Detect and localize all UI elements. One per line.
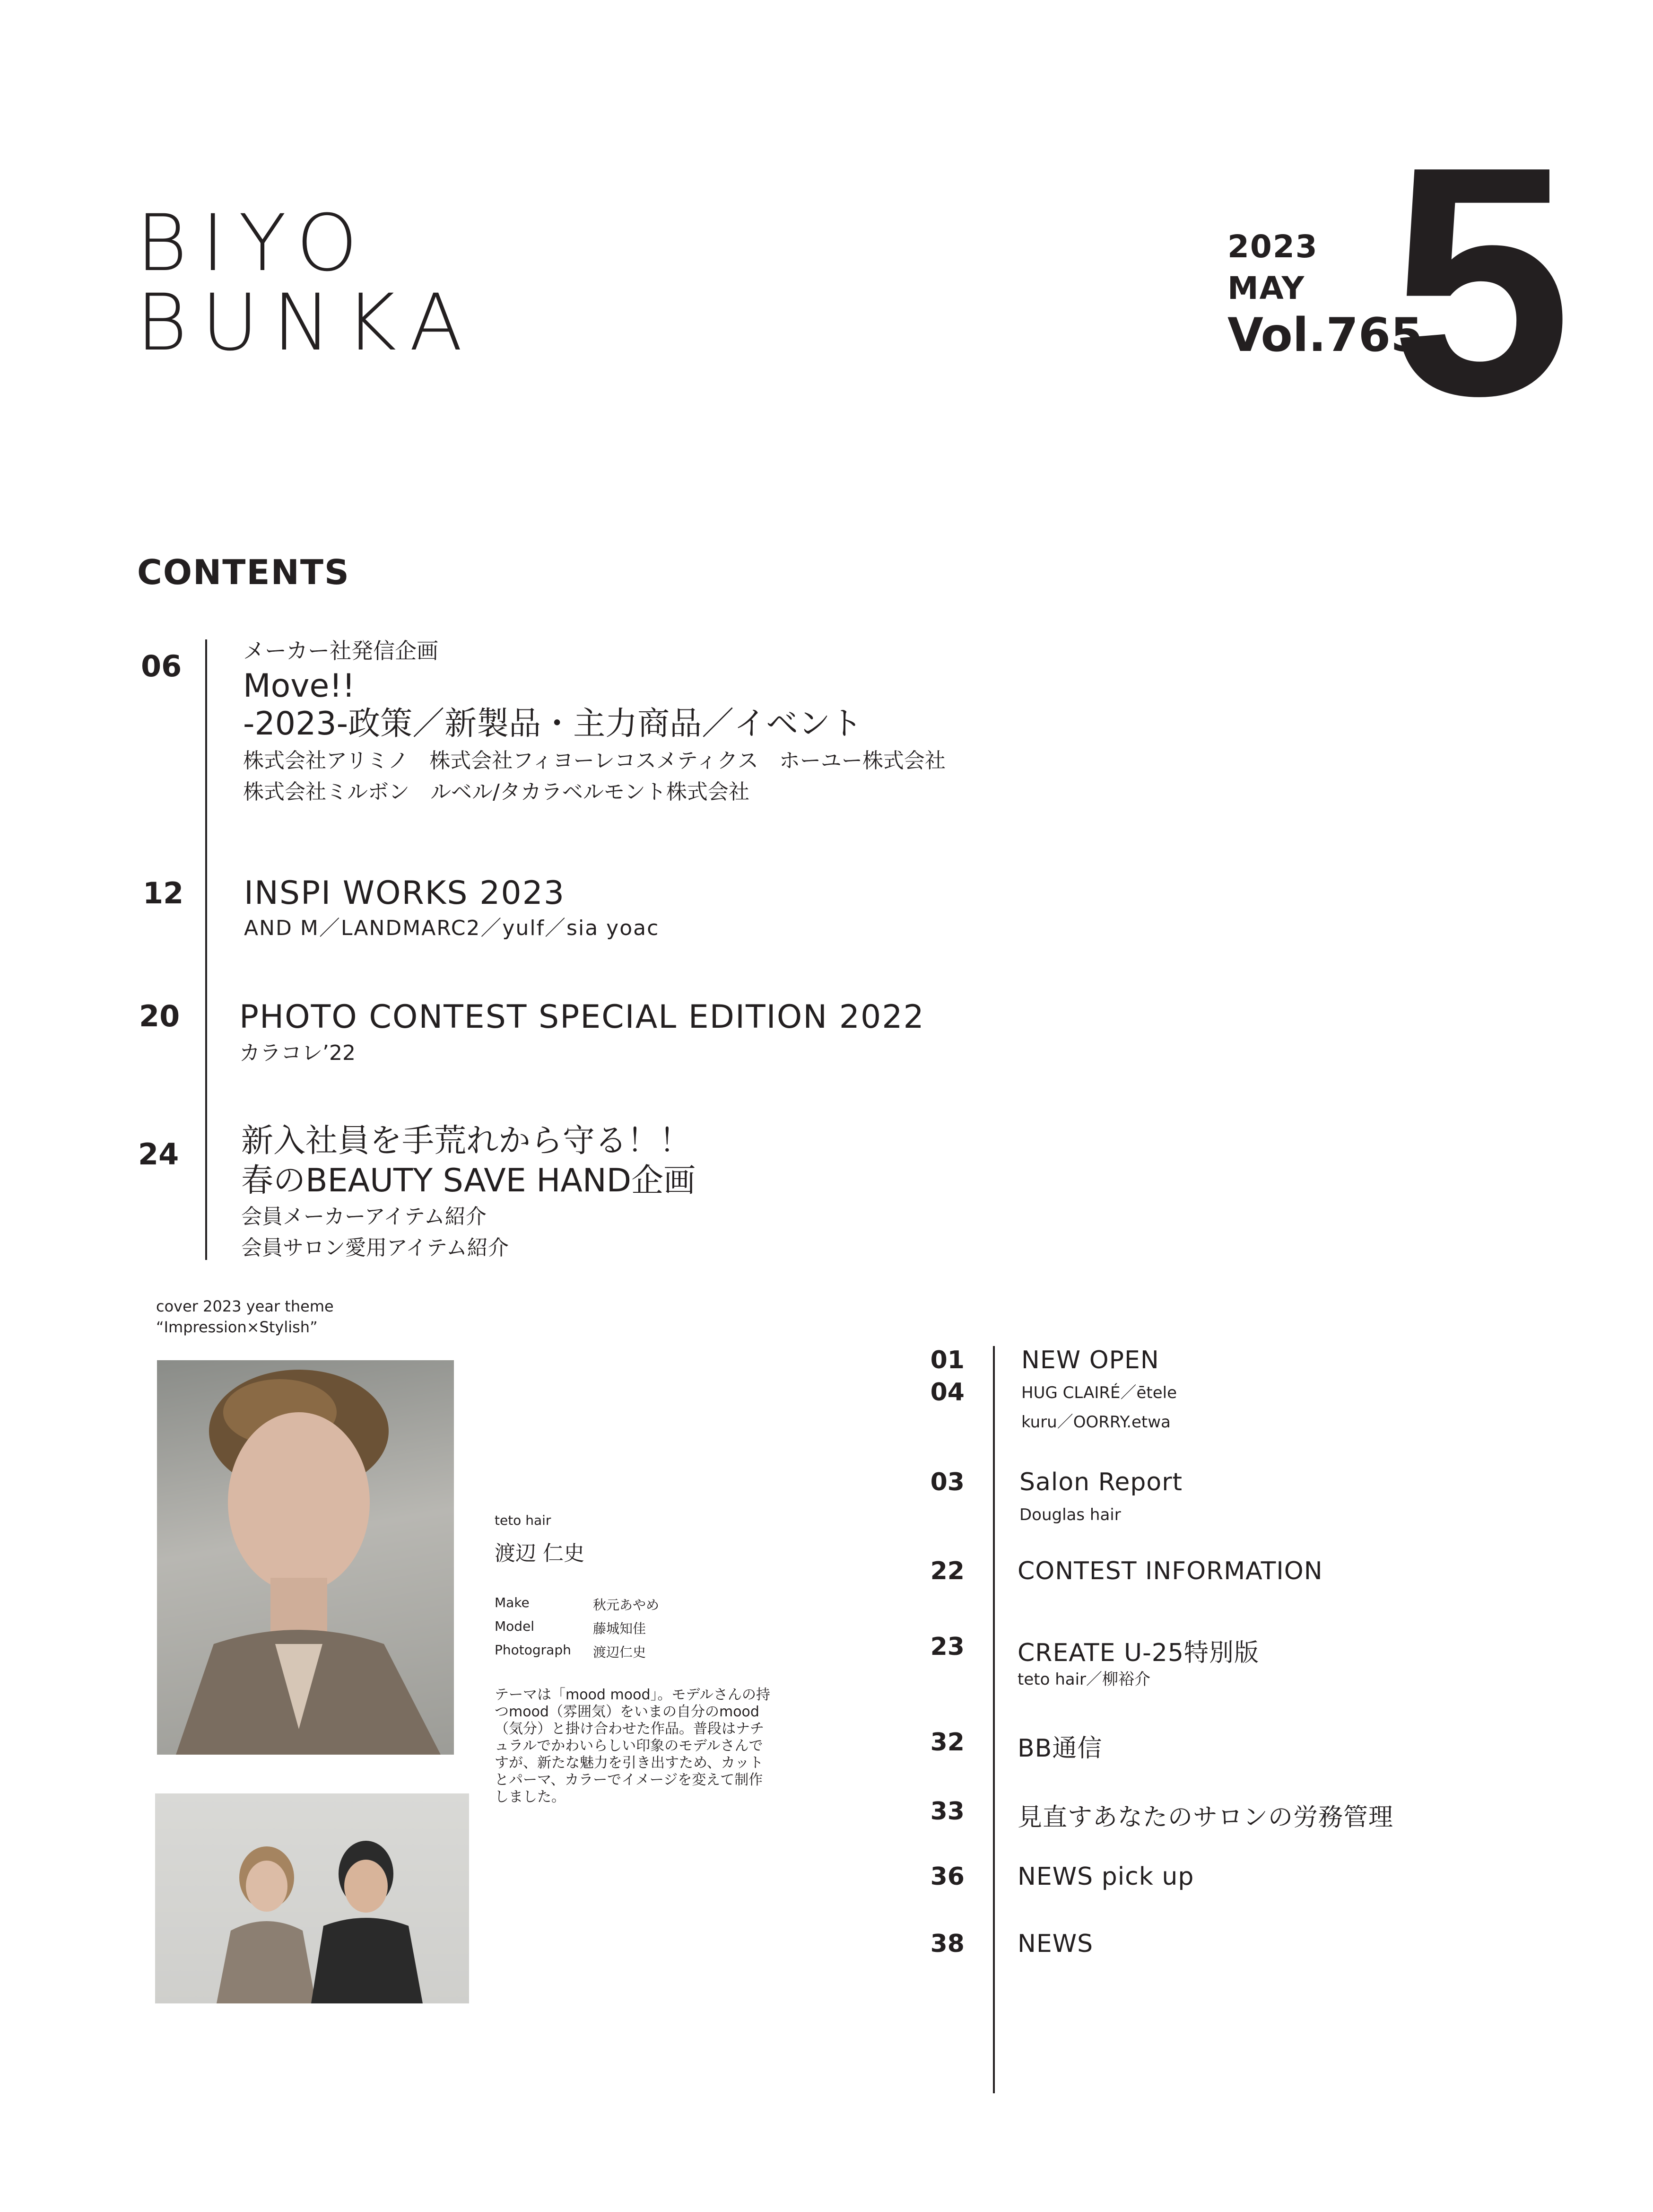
side-item-title: NEWS [1018, 1930, 1094, 1958]
side-item-page-number: 33 [930, 1797, 965, 1826]
item-title: PHOTO CONTEST SPECIAL EDITION 2022 [239, 998, 925, 1036]
cover-stylist: 渡辺 仁史 [495, 1541, 584, 1565]
side-item-page-number: 04 [930, 1378, 965, 1407]
issue-number: 5 [1390, 99, 1572, 463]
item-title: Move!! [243, 667, 355, 705]
side-item-subtitle: kuru／OORRY.etwa [1021, 1413, 1171, 1432]
item-subtitle: 会員メーカーアイテム紹介 [241, 1205, 487, 1229]
side-item-page-number: 38 [930, 1930, 965, 1958]
cover-model-illustration [157, 1360, 454, 1755]
credit-role: Make [495, 1595, 530, 1610]
cover-theme-note [156, 1296, 334, 1338]
item-page-number: 20 [139, 999, 180, 1033]
issue-volume: Vol.765 [1227, 308, 1423, 362]
cover-salon: teto hair [495, 1513, 551, 1528]
cover-note-line: cover 2023 year theme [156, 1297, 334, 1315]
item-page-number: 06 [141, 649, 182, 683]
contents-heading: CONTENTS [137, 552, 350, 592]
side-item-page-number: 03 [930, 1468, 965, 1496]
side-item-title: NEWS pick up [1018, 1862, 1194, 1891]
side-item-title: NEW OPEN [1021, 1346, 1159, 1374]
magazine-logo [136, 198, 477, 368]
issue-month: MAY [1227, 270, 1305, 306]
cover-theme-text: テーマは「mood mood」。モデルさんの持つmood（雰囲気）をいまの自分のmood（気分）と掛け合わせた作品。普段はナチュラルでかわいらしい印象のモデルさんですが、新たな魅力を引き出すため、カットとパーマ、カラーでイメージを変えて制作しました。 [495, 1687, 770, 1805]
item-subtitle: AND M／LANDMARC2／yulf／sia yoac [244, 916, 660, 940]
side-item-title: CONTEST INFORMATION [1018, 1557, 1323, 1585]
logo-line-1: BIYO [136, 198, 372, 289]
stylist-model-illustration [155, 1793, 469, 2003]
credit-name: 藤城知佳 [593, 1621, 646, 1636]
stylist-model-photo [155, 1793, 469, 2003]
side-item-subtitle: HUG CLAIRÉ／ētele [1021, 1383, 1177, 1402]
side-item-page-number: 01 [930, 1346, 965, 1374]
item-page-number: 24 [138, 1137, 179, 1172]
side-item-title: 見直すあなたのサロンの労務管理 [1018, 1803, 1394, 1832]
logo-line-2: BUNKA [136, 277, 477, 368]
item-title: INSPI WORKS 2023 [244, 874, 566, 912]
item-title: -2023-政策／新製品・主力商品／イベント [243, 705, 863, 743]
side-item-page-number: 23 [930, 1633, 965, 1661]
side-item-title: BB通信 [1018, 1734, 1103, 1763]
credit-role: Model [495, 1618, 535, 1634]
side-list-divider [993, 1346, 995, 2093]
credit-name: 秋元あやめ [593, 1597, 660, 1613]
side-item-title: CREATE U-25特別版 [1018, 1639, 1259, 1667]
side-item-subtitle: teto hair／柳裕介 [1018, 1670, 1150, 1689]
credit-name: 渡辺仁史 [593, 1644, 646, 1660]
item-subtitle: 株式会社ミルボン ルベル/タカラベルモント株式会社 [243, 780, 749, 804]
side-item-page-number: 32 [930, 1728, 965, 1757]
item-kicker: メーカー社発信企画 [243, 638, 439, 664]
credit-role: Photograph [495, 1642, 571, 1658]
item-subtitle: 株式会社アリミノ 株式会社フィヨーレコスメティクス ホーユー株式会社 [243, 749, 946, 773]
side-item-subtitle: Douglas hair [1019, 1505, 1121, 1524]
item-page-number: 12 [143, 876, 184, 910]
side-item-page-number: 22 [930, 1557, 965, 1585]
item-title: 春のBEAUTY SAVE HAND企画 [241, 1162, 696, 1199]
side-item-title: Salon Report [1019, 1468, 1183, 1496]
main-list-divider [205, 639, 207, 1260]
cover-model-photo [157, 1360, 454, 1755]
item-subtitle: 会員サロン愛用アイテム紹介 [241, 1236, 509, 1260]
side-item-page-number: 36 [930, 1862, 965, 1891]
cover-note-line: “Impression×Stylish” [156, 1318, 318, 1336]
issue-year: 2023 [1227, 228, 1318, 265]
item-subtitle: カラコレ’22 [239, 1041, 356, 1065]
item-title: 新入社員を手荒れから守る！！ [241, 1122, 692, 1160]
